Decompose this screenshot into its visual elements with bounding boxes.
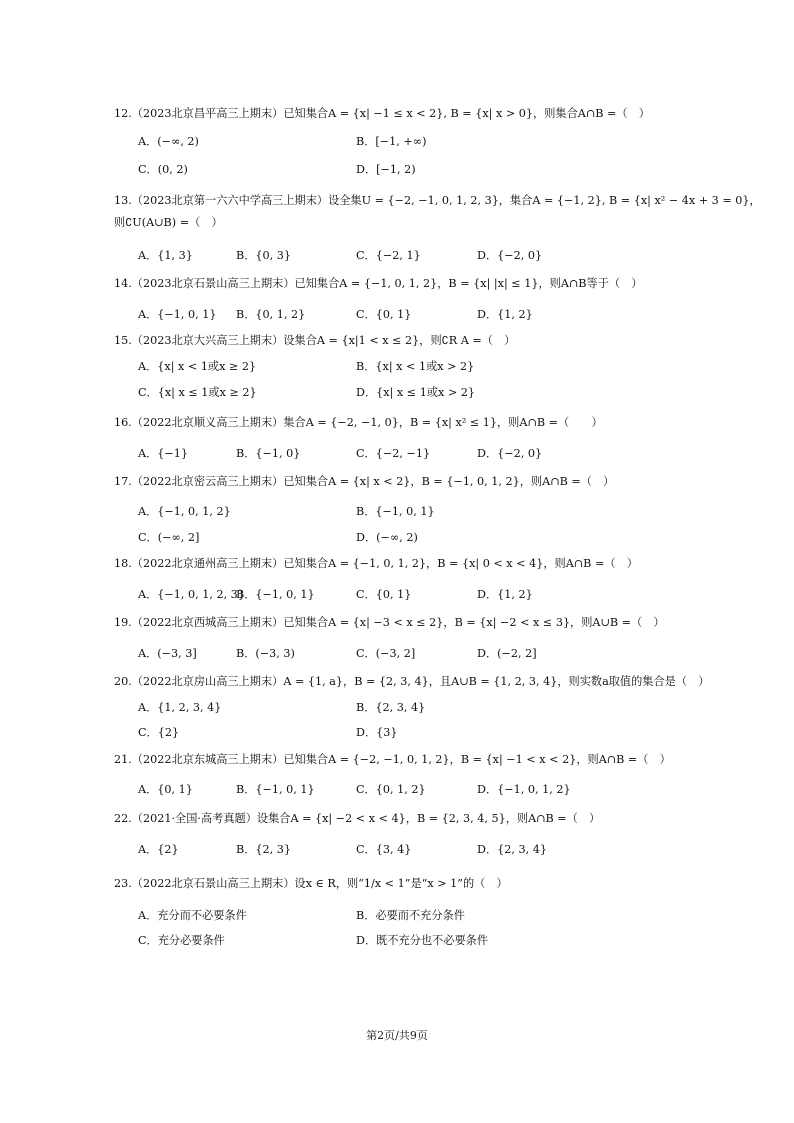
option-d: D．{2, 3, 4} — [477, 843, 547, 856]
option-a: A．{−1, 0, 1, 2} — [138, 505, 231, 518]
option-b: B．{0, 1, 2} — [236, 308, 306, 321]
option-c: C．{0, 1, 2} — [356, 783, 426, 796]
option-b: B．{−1, 0} — [236, 447, 301, 460]
option-c: C．{x| x ≤ 1或x ≥ 2} — [138, 386, 257, 399]
question-13 — [114, 193, 761, 231]
question-stem: 20.（2022北京房山高三上期末）A = {1, a}，B = {2, 3, 4}，且A∪B = {1, 2, 3, 4}，则实数a取值的集合是（ ） — [114, 675, 710, 688]
question-stem: 17.（2022北京密云高三上期末）已知集合A = {x| x < 2}，B = {−1, 0, 1, 2}，则A∩B =（ ） — [114, 475, 615, 488]
option-a: A．充分而不必要条件 — [138, 909, 247, 922]
question-23 — [114, 876, 686, 892]
option-a: A．(−3, 3] — [138, 647, 197, 660]
question-stem: 13.（2023北京第一六六中学高三上期末）设全集U = {−2, −1, 0, 1, 2, 3}，集合A = {−1, 2}, B = {x| x² − 4x + 3 = 0}， — [114, 194, 761, 207]
option-c: C．{0, 1} — [356, 308, 412, 321]
option-b: B．{−1, 0, 1} — [236, 588, 315, 601]
option-c: C．{−2, −1} — [356, 447, 431, 460]
option-a: A．{−1} — [138, 447, 188, 460]
option-d: D．{−2, 0} — [477, 249, 543, 262]
question-12 — [114, 106, 686, 122]
option-b: B．{−1, 0, 1} — [236, 783, 315, 796]
option-b: B．{2, 3} — [236, 843, 291, 856]
option-a: A．{1, 2, 3, 4} — [138, 701, 222, 714]
option-c: C．(−∞, 2] — [138, 531, 200, 544]
option-d: D．{1, 2} — [477, 308, 533, 321]
question-22 — [114, 811, 686, 827]
option-a: A．{1, 3} — [138, 249, 193, 262]
question-17 — [114, 474, 686, 490]
question-19 — [114, 615, 686, 631]
question-stem: 19.（2022北京西城高三上期末）已知集合A = {x| −3 < x ≤ 2}，B = {x| −2 < x ≤ 3}，则A∪B =（ ） — [114, 616, 665, 629]
question-stem: 14.（2023北京石景山高三上期末）已知集合A = {−1, 0, 1, 2}，B = {x| |x| ≤ 1}，则A∩B等于（ ） — [114, 277, 643, 290]
option-c: C．(0, 2) — [138, 163, 188, 176]
option-b: B．[−1, +∞) — [356, 135, 427, 148]
option-b: B．{0, 3} — [236, 249, 291, 262]
option-b: B．{2, 3, 4} — [356, 701, 426, 714]
option-c: C．充分必要条件 — [138, 934, 225, 947]
option-c: C．{2} — [138, 726, 180, 739]
question-16 — [114, 415, 686, 431]
question-stem: 12.（2023北京昌平高三上期末）已知集合A = {x| −1 ≤ x < 2}, B = {x| x > 0}，则集合A∩B =（ ） — [114, 107, 650, 120]
question-stem: 16.（2022北京顺义高三上期末）集合A = {−2, −1, 0}，B = {x| x² ≤ 1}，则A∩B =（ ） — [114, 416, 603, 429]
option-c: C．{3, 4} — [356, 843, 412, 856]
option-c: C．(−3, 2] — [356, 647, 416, 660]
option-d: D．(−2, 2] — [477, 647, 537, 660]
option-c: C．{−2, 1} — [356, 249, 421, 262]
option-a: A．{2} — [138, 843, 179, 856]
question-stem: 22.（2021·全国·高考真题）设集合A = {x| −2 < x < 4}，B = {2, 3, 4, 5}，则A∩B =（ ） — [114, 812, 601, 825]
question-stem: 23.（2022北京石景山高三上期末）设x ∈ R，则“1/x < 1”是“x > 1”的（ ） — [114, 877, 508, 890]
question-stem: 15.（2023北京大兴高三上期末）设集合A = {x|1 < x ≤ 2}，则∁R A =（ ） — [114, 334, 516, 347]
question-21 — [114, 752, 686, 768]
option-d: D．{x| x ≤ 1或x > 2} — [356, 386, 476, 399]
option-a: A．{−1, 0, 1} — [138, 308, 217, 321]
option-b: B．{x| x < 1或x > 2} — [356, 360, 475, 373]
option-a: A．(−∞, 2) — [138, 135, 199, 148]
option-d: D．{−1, 0, 1, 2} — [477, 783, 571, 796]
option-a: A．{0, 1} — [138, 783, 193, 796]
question-stem-continued: 则∁U(A∪B) =（ ） — [114, 216, 223, 229]
question-15 — [114, 333, 686, 349]
question-14 — [114, 276, 686, 292]
option-d: D．{3} — [356, 726, 398, 739]
question-20 — [114, 674, 710, 690]
option-d: D．{1, 2} — [477, 588, 533, 601]
option-d: D．[−1, 2) — [356, 163, 416, 176]
page-footer: 第2页/共9页 — [366, 1029, 428, 1042]
option-b: B．{−1, 0, 1} — [356, 505, 435, 518]
option-d: D．(−∞, 2) — [356, 531, 418, 544]
option-a: A．{x| x < 1或x ≥ 2} — [138, 360, 257, 373]
option-d: D．{−2, 0} — [477, 447, 543, 460]
question-stem: 18.（2022北京通州高三上期末）已知集合A = {−1, 0, 1, 2}，B = {x| 0 < x < 4}，则A∩B =（ ） — [114, 557, 638, 570]
option-c: C．{0, 1} — [356, 588, 412, 601]
question-stem: 21.（2022北京东城高三上期末）已知集合A = {−2, −1, 0, 1, 2}，B = {x| −1 < x < 2}，则A∩B =（ ） — [114, 753, 671, 766]
option-b: B．(−3, 3) — [236, 647, 295, 660]
question-18 — [114, 556, 686, 572]
option-d: D．既不充分也不必要条件 — [356, 934, 489, 947]
option-a: A．{−1, 0, 1, 2, 3} — [138, 588, 245, 601]
option-b: B．必要而不充分条件 — [356, 909, 465, 922]
